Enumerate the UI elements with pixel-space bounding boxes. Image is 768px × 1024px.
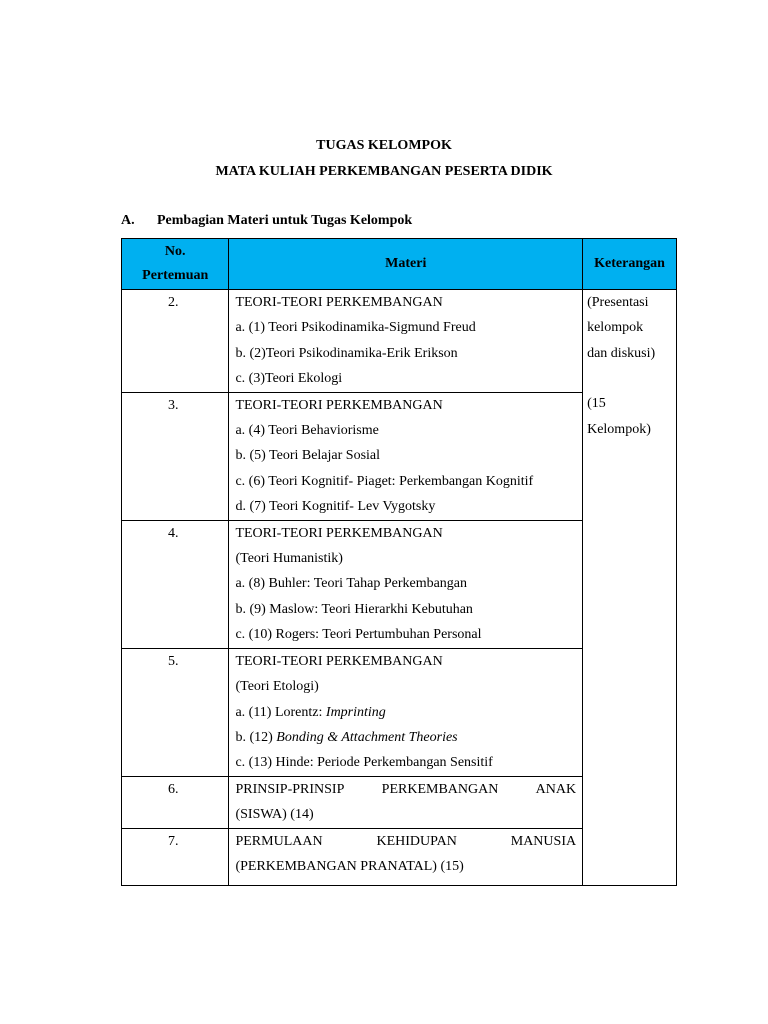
header-materi: Materi: [229, 239, 583, 290]
row-materi: [229, 290, 583, 393]
list-item: a. (11) Lorentz: Imprinting: [235, 704, 386, 720]
row-number: 6.: [122, 776, 229, 828]
row-materi: [229, 392, 583, 520]
list-item: TEORI-TEORI PERKEMBANGAN: [235, 653, 443, 669]
list-item: b. (5) Teori Belajar Sosial: [235, 448, 381, 464]
list-item: (Teori Etologi): [235, 679, 319, 695]
row-number: 7.: [122, 828, 229, 886]
row-materi: [229, 648, 583, 776]
list-item: (PERKEMBANGAN PRANATAL) (15): [235, 858, 464, 874]
table-row: [122, 290, 677, 393]
section-letter: A.: [121, 213, 135, 228]
list-item: c. (3)Teori Ekologi: [235, 371, 343, 387]
row-number: 5.: [122, 648, 229, 776]
list-item: b. (9) Maslow: Teori Hierarkhi Kebutuhan: [235, 601, 473, 617]
row-materi: [229, 520, 583, 648]
list-item: PERMULAAN KEHIDUPAN MANUSIA: [235, 833, 577, 849]
list-item: c. (6) Teori Kognitif- Piaget: Perkembangan Kognitif: [235, 473, 534, 489]
row-materi: [229, 828, 583, 886]
list-item: PRINSIP-PRINSIP PERKEMBANGAN ANAK: [235, 781, 577, 797]
list-item: a. (8) Buhler: Teori Tahap Perkembangan: [235, 576, 468, 592]
row-number: 3.: [122, 392, 229, 520]
list-item: TEORI-TEORI PERKEMBANGAN: [235, 295, 443, 310]
table-header-row: [122, 239, 677, 290]
list-item: c. (13) Hinde: Periode Perkembangan Sensitif: [235, 755, 493, 771]
document-title: TUGAS KELOMPOK: [316, 138, 452, 153]
list-item: (SISWA) (14): [235, 807, 314, 823]
header-no-pertemuan: No. Pertemuan: [122, 239, 229, 290]
list-item: d. (7) Teori Kognitif- Lev Vygotsky: [235, 499, 436, 515]
section-heading: [121, 213, 412, 229]
row-materi: [229, 776, 583, 828]
header-keterangan: Keterangan: [583, 239, 677, 290]
list-item: c. (10) Rogers: Teori Pertumbuhan Personal: [235, 627, 482, 643]
list-item: (Teori Humanistik): [235, 551, 343, 567]
keterangan-cell: (Presentasi kelompok dan diskusi) (15 Kelompok): [583, 290, 677, 886]
list-item: b. (2)Teori Psikodinamika-Erik Erikson: [235, 345, 458, 361]
list-item: TEORI-TEORI PERKEMBANGAN: [235, 525, 443, 541]
document-subtitle: MATA KULIAH PERKEMBANGAN PESERTA DIDIK: [215, 164, 553, 179]
list-item: a. (4) Teori Behaviorisme: [235, 423, 379, 439]
row-number: 4.: [122, 520, 229, 648]
list-item: b. (12) Bonding & Attachment Theories: [235, 729, 458, 745]
materi-table: [121, 238, 677, 886]
section-text: Pembagian Materi untuk Tugas Kelompok: [157, 213, 413, 228]
list-item: TEORI-TEORI PERKEMBANGAN: [235, 397, 443, 413]
row-number: 2.: [122, 290, 229, 393]
list-item: a. (1) Teori Psikodinamika-Sigmund Freud: [235, 320, 476, 336]
